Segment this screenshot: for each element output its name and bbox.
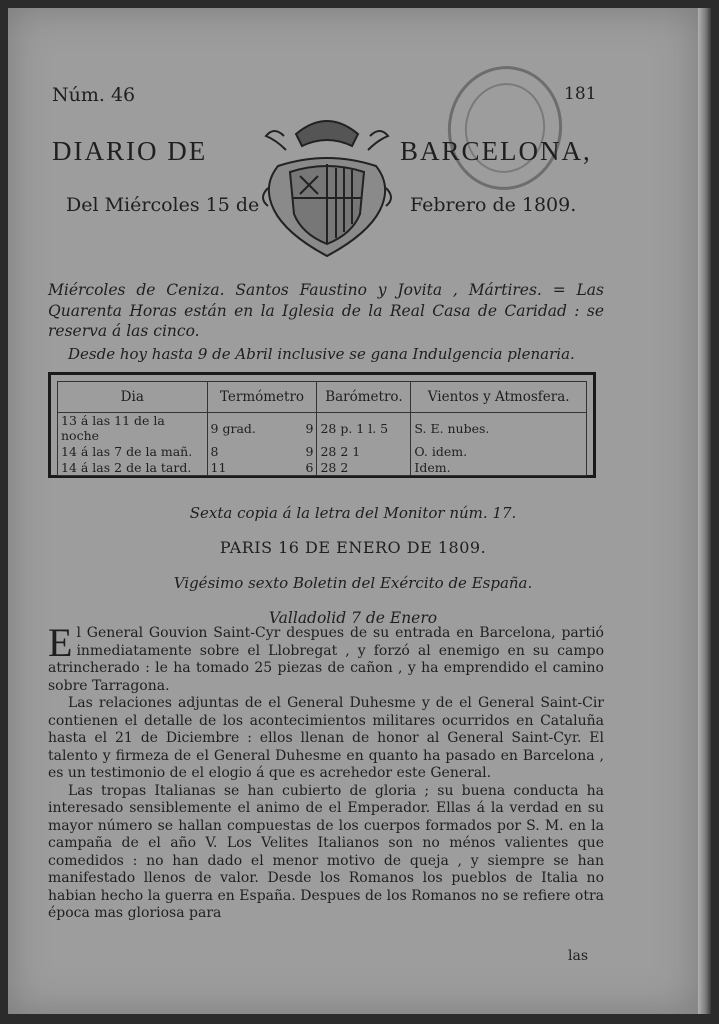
weather-header-row	[58, 382, 587, 413]
cell-viento: O. idem.	[411, 443, 587, 459]
drop-cap: E	[48, 620, 73, 665]
masthead-title-left: DIARIO DE	[52, 136, 208, 166]
cell-dia: 14 á las 2 de la tard.	[58, 459, 208, 476]
issue-number: Núm. 46	[52, 84, 136, 106]
place-dateline: Valladolid 7 de Enero	[268, 609, 438, 627]
copy-note: Sexta copia á la letra del Monitor núm. 17.	[189, 504, 517, 522]
cell-viento: Idem.	[411, 459, 587, 476]
library-stamp	[440, 59, 570, 198]
cell-baro: 28 2 1	[317, 443, 411, 459]
saints-text: Miércoles de Ceniza. Santos Faustino y Jovita , Mártires. = Las Quarenta Horas están en la Iglesia de la Real Casa de Caridad : se reserva á las cinco.	[48, 281, 604, 340]
bulletin-title: Vigésimo sexto Boletin del Exército de España.	[173, 574, 533, 592]
paragraph-1: El General Gouvion Saint-Cyr despues de su entrada en Barcelona, partió inmediatamente sobre el Llobregat , y forzó al enemigo en su campo atrincherado : le ha tomado 25 piezas de cañon , y ha emprendido el camino sobre Tarragona.	[48, 620, 604, 694]
cell-baro: 28 2	[317, 459, 411, 476]
table-row	[58, 413, 587, 444]
date-line-left: Del Miércoles 15 de	[66, 194, 260, 216]
table-row	[58, 459, 587, 476]
paragraph-3: Las tropas Italianas se han cubierto de gloria ; su buena conducta ha interesado sensiblemente el animo de el Emperador. Ellas á la verdad en su mayor número se hallan compuestas de los cuerpos formados por S. M. en la campaña de el año V. Los Velites Italianos son no ménos valientes que comedidos : no han dado el menor motivo de queja , y siempre se han manifestado llenos de valor. Desde los Romanos los pueblos de Italia no habian hecho la guerra en España. Despues de los Romanos no se refiere otra época mas gloriosa para	[48, 782, 604, 921]
catchword: las	[568, 948, 589, 964]
col-termometro: Termómetro	[207, 382, 317, 413]
col-dia: Dia	[58, 382, 208, 413]
indulgence-notice: Desde hoy hasta 9 de Abril inclusive se gana Indulgencia plenaria.	[68, 345, 575, 363]
page-edge	[698, 8, 711, 1014]
saints-of-the-day	[48, 280, 604, 342]
table-row	[58, 443, 587, 459]
cell-dia: 14 á las 7 de la mañ.	[58, 443, 208, 459]
article-body	[48, 620, 604, 923]
weather-table	[48, 372, 596, 478]
cell-dia: 13 á las 11 de la noche	[58, 413, 208, 444]
newspaper-page	[8, 8, 698, 1014]
cell-viento: S. E. nubes.	[411, 413, 587, 444]
col-barometro: Barómetro.	[317, 382, 411, 413]
cell-term: 8 9	[207, 443, 317, 459]
article-dateline: PARIS 16 DE ENERO DE 1809.	[219, 538, 487, 557]
cell-baro: 28 p. 1 l. 5	[317, 413, 411, 444]
col-vientos: Vientos y Atmosfera.	[411, 382, 587, 413]
cell-term: 9 grad. 9	[207, 413, 317, 444]
cell-term: 11 6	[207, 459, 317, 476]
masthead-title-right: BARCELONA,	[400, 136, 592, 166]
date-line-right: Febrero de 1809.	[410, 194, 577, 216]
coat-of-arms-crest	[256, 106, 398, 264]
paragraph-2: Las relaciones adjuntas de el General Duhesme y de el General Saint-Cir contienen el detalle de los acontecimientos militares ocurridos en Cataluña hasta el 21 de Diciembre : ellos llenan de honor al General Saint-Cyr. El talento y firmeza de el General Duhesme en quanto ha pasado en Barcelona , es un testimonio de el elogio á que es acrehedor este General.	[48, 695, 604, 781]
page-number: 181	[564, 84, 597, 104]
